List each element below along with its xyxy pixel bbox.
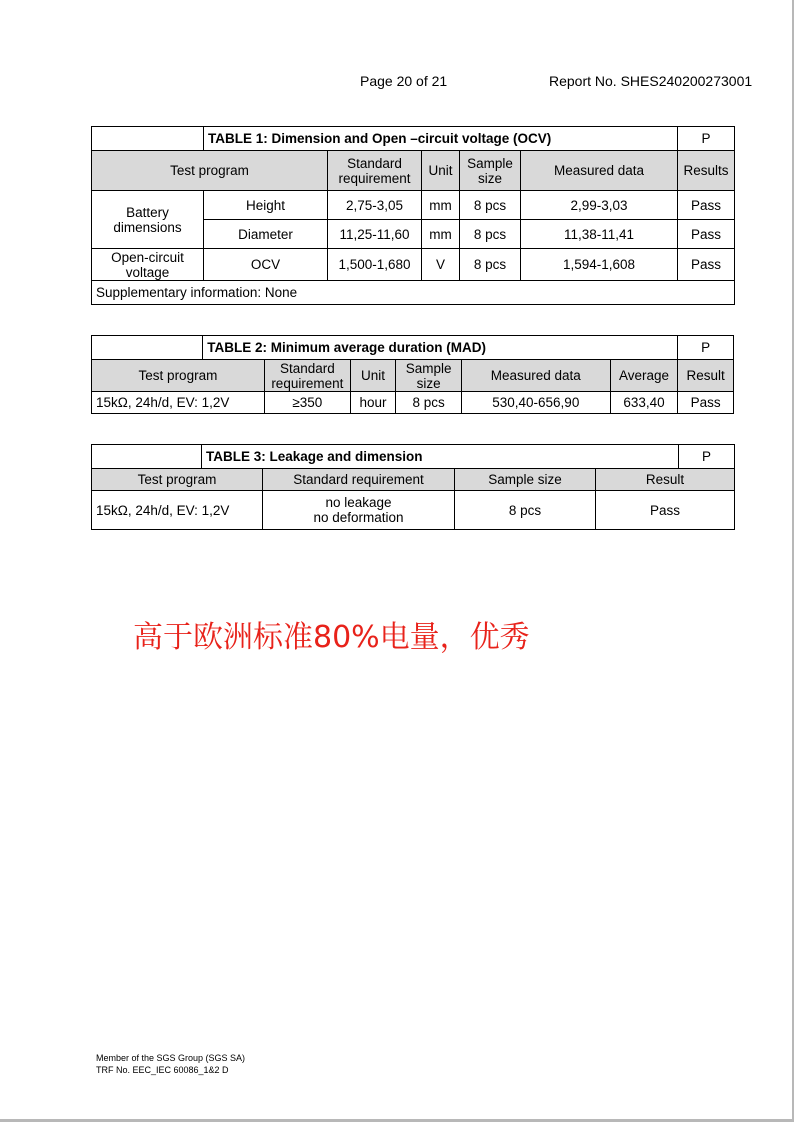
table1-unit: mm [422, 220, 460, 249]
table1-header-results: Results [678, 151, 735, 191]
table1-sample: 8 pcs [460, 191, 521, 220]
table3-standard-line2: no deformation [313, 510, 404, 525]
table2-title-spacer [92, 336, 203, 360]
table-row [92, 491, 735, 530]
table2-header-test-program: Test program [92, 360, 265, 392]
table-row [92, 191, 735, 220]
red-annotation: 高于欧洲标准80%电量，优秀 [133, 620, 530, 655]
table1-result: Pass [678, 249, 735, 281]
table1-group-ocv: Open-circuit voltage [92, 249, 204, 281]
table2-header-unit: Unit [350, 360, 395, 392]
table3-program: 15kΩ, 24h/d, EV: 1,2V [92, 491, 263, 530]
table1-header-unit: Unit [422, 151, 460, 191]
table2-result: Pass [678, 392, 734, 414]
table2-title: TABLE 2: Minimum average duration (MAD) [203, 336, 678, 360]
table-1 [91, 126, 735, 305]
table1-item: OCV [204, 249, 328, 281]
table1-header-standard: Standard requirement [328, 151, 422, 191]
table2-header-measured: Measured data [461, 360, 610, 392]
page-footer [96, 1052, 245, 1076]
table-row [92, 249, 735, 281]
table2-header-result: Result [678, 360, 734, 392]
table2-standard: ≥350 [264, 392, 350, 414]
table3-sample: 8 pcs [455, 491, 596, 530]
footer-line-1: Member of the SGS Group (SGS SA) [96, 1053, 246, 1063]
table1-header-test-program: Test program [92, 151, 328, 191]
table2-header-sample-size: Sample size [396, 360, 462, 392]
table3-result: Pass [596, 491, 735, 530]
table2-header-standard: Standard requirement [264, 360, 350, 392]
table3-header-standard: Standard requirement [263, 469, 455, 491]
table3-header-result: Result [596, 469, 735, 491]
table2-verdict: P [678, 336, 734, 360]
table1-supplementary: Supplementary information: None [92, 281, 735, 305]
table2-header-average: Average [610, 360, 678, 392]
table2-average: 633,40 [610, 392, 678, 414]
table1-sample: 8 pcs [460, 220, 521, 249]
table1-standard: 1,500-1,680 [328, 249, 422, 281]
table-2 [91, 335, 734, 414]
table1-header-sample-size: Sample size [460, 151, 521, 191]
table3-title: TABLE 3: Leakage and dimension [202, 445, 679, 469]
table1-item: Height [204, 191, 328, 220]
table3-header-sample-size: Sample size [455, 469, 596, 491]
table1-measured: 11,38-11,41 [521, 220, 678, 249]
table2-program: 15kΩ, 24h/d, EV: 1,2V [92, 392, 265, 414]
table2-sample: 8 pcs [396, 392, 462, 414]
table3-verdict: P [679, 445, 735, 469]
table1-title: TABLE 1: Dimension and Open –circuit voltage (OCV) [204, 127, 678, 151]
table1-group-battery: Battery dimensions [92, 191, 204, 249]
table1-unit: V [422, 249, 460, 281]
page-number: Page 20 of 21 [360, 73, 448, 89]
table1-sample: 8 pcs [460, 249, 521, 281]
table1-result: Pass [678, 191, 735, 220]
table1-standard: 11,25-11,60 [328, 220, 422, 249]
footer-line-2: TRF No. EEC_IEC 60086_1&2 D [96, 1065, 229, 1075]
table3-header-test-program: Test program [92, 469, 263, 491]
table3-standard-line1: no leakage [325, 495, 392, 510]
table1-measured: 1,594-1,608 [521, 249, 678, 281]
table2-unit: hour [350, 392, 395, 414]
table-3 [91, 444, 735, 530]
table1-header-measured: Measured data [521, 151, 678, 191]
table1-item: Diameter [204, 220, 328, 249]
report-number: Report No. SHES240200273001 [549, 73, 753, 89]
table1-standard: 2,75-3,05 [328, 191, 422, 220]
table1-verdict: P [678, 127, 735, 151]
table1-title-spacer [92, 127, 204, 151]
table1-unit: mm [422, 191, 460, 220]
table3-title-spacer [92, 445, 202, 469]
table2-measured: 530,40-656,90 [461, 392, 610, 414]
table3-standard [263, 491, 455, 530]
table1-result: Pass [678, 220, 735, 249]
table1-measured: 2,99-3,03 [521, 191, 678, 220]
table-row [92, 392, 734, 414]
